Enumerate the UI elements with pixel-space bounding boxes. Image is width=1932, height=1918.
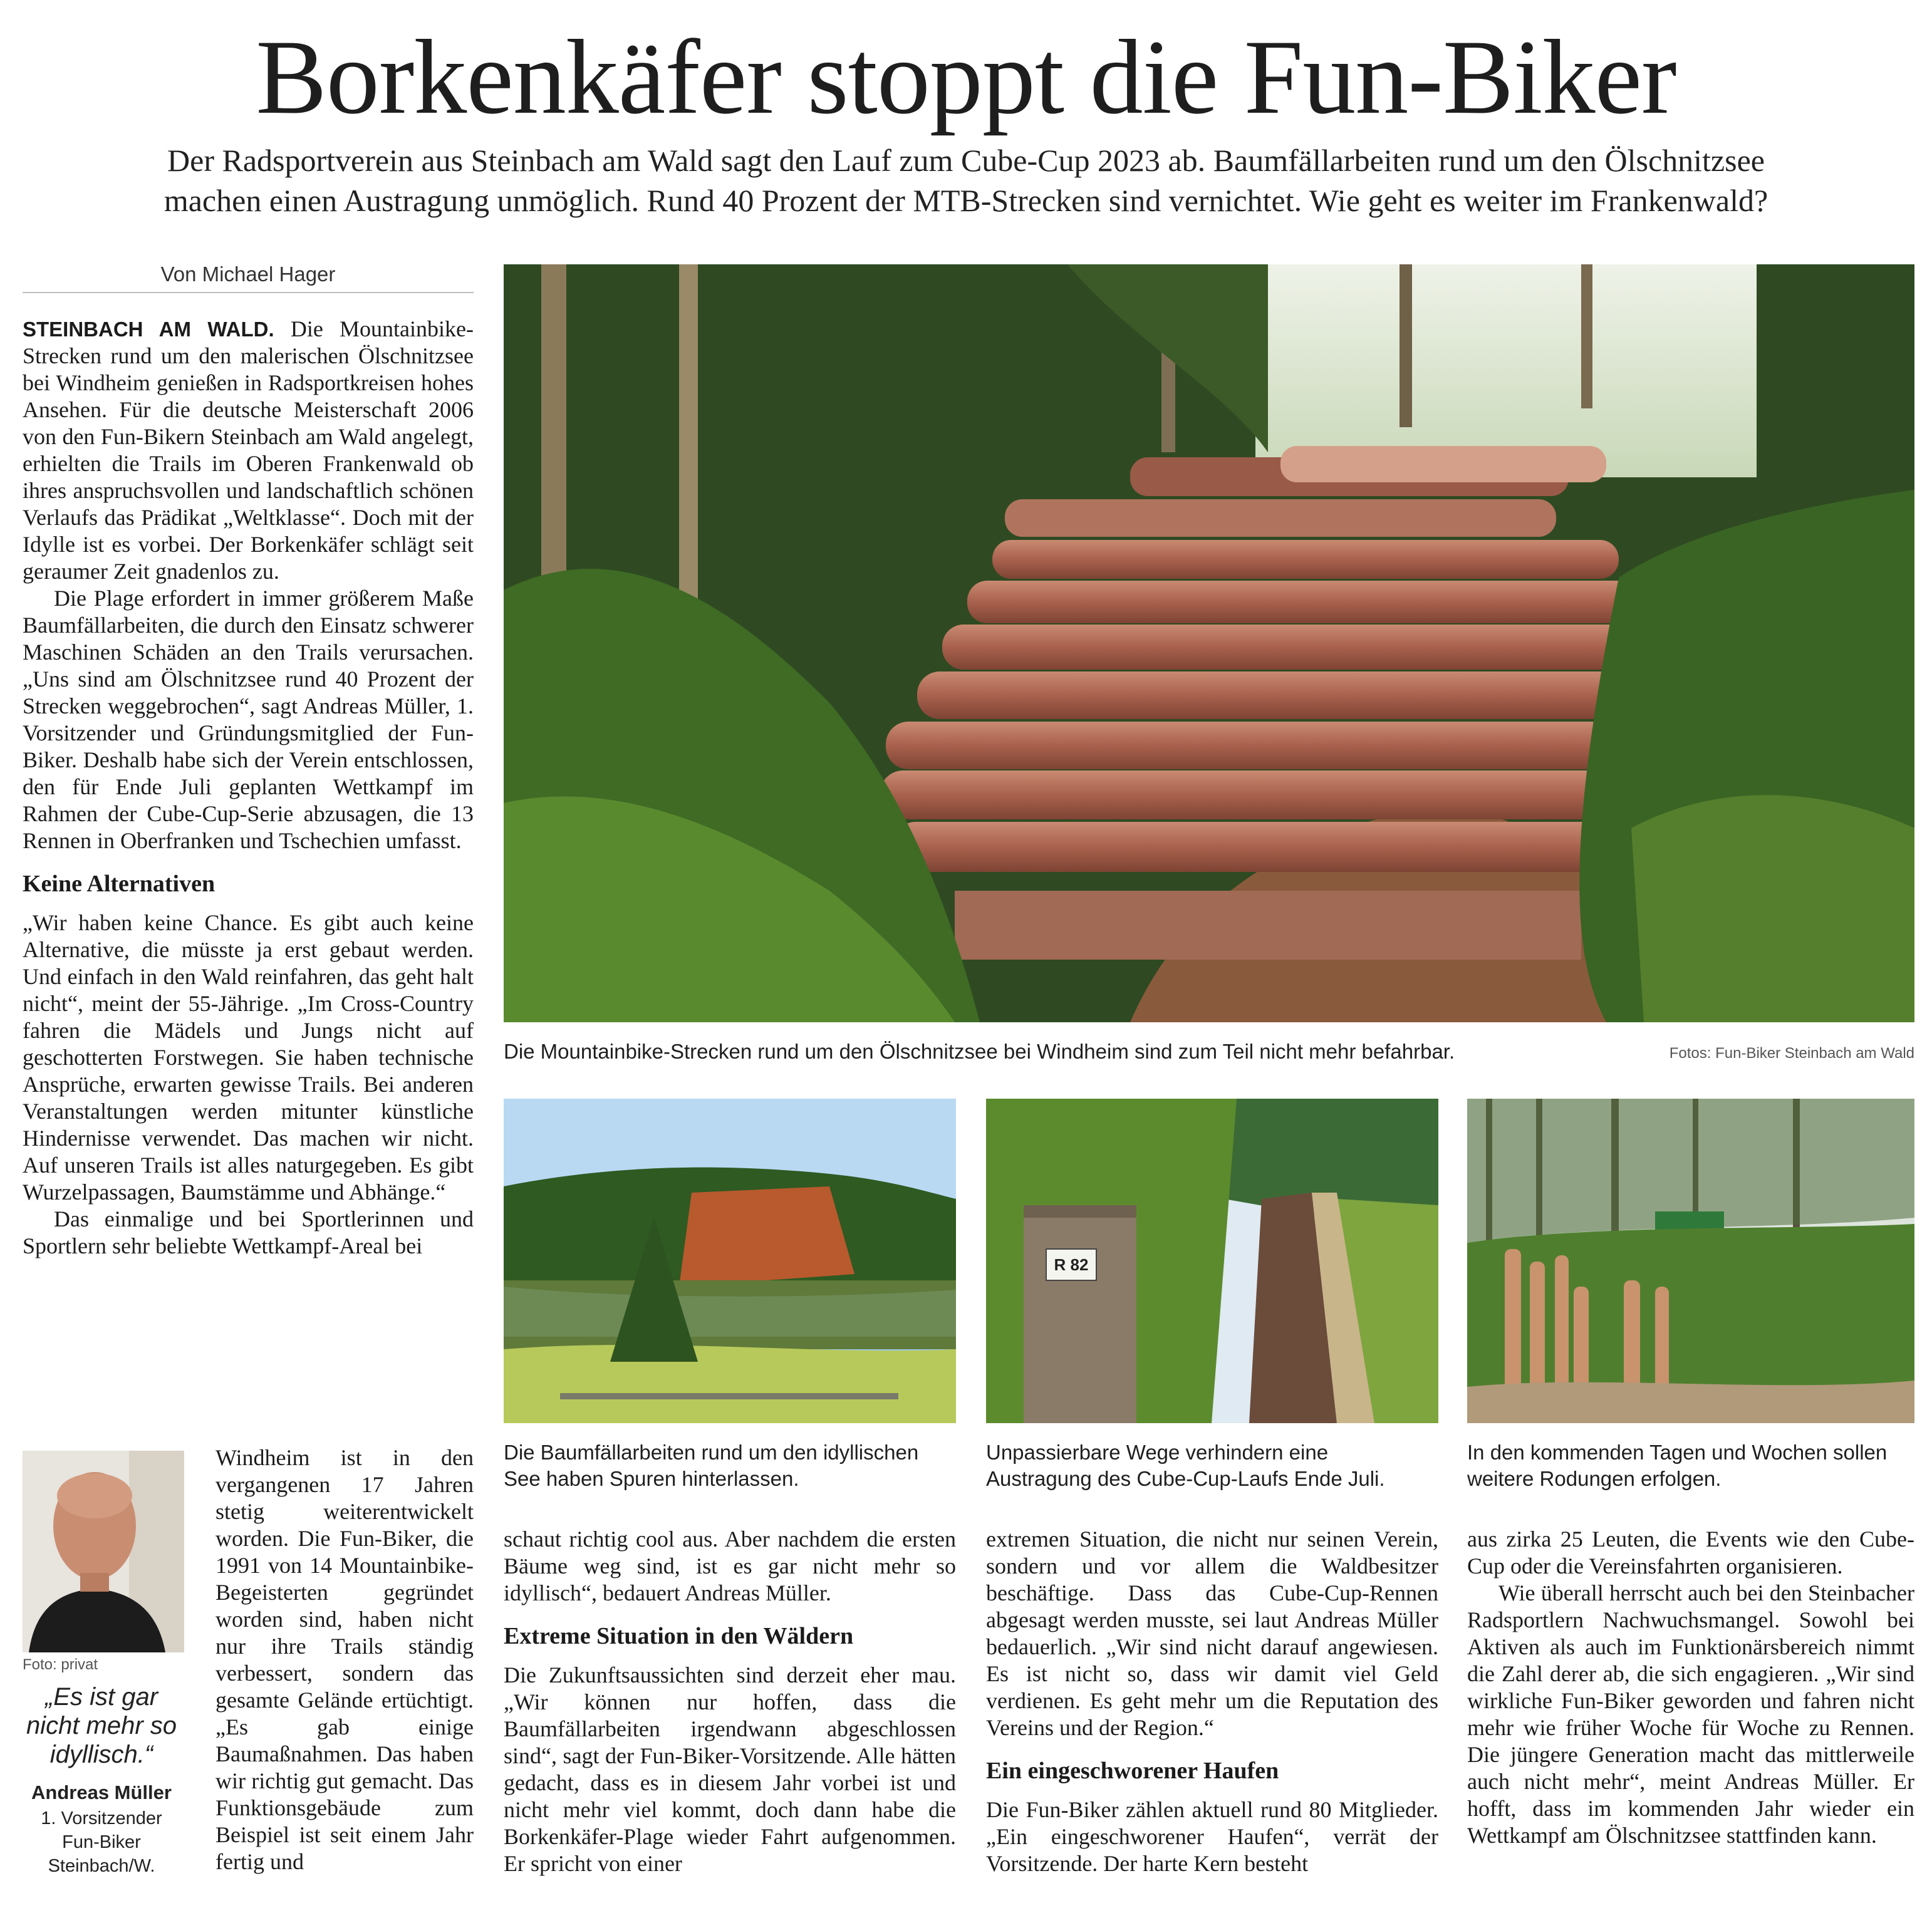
column-1 [23,316,474,1260]
column-1-continued [216,1444,474,1875]
logging-photo-caption: In den kommenden Tagen und Wochen sollen weitere Rodungen erfolgen. [1467,1441,1888,1490]
photo-credit: Fotos: Fun-Biker Steinbach am Wald [1669,1045,1914,1062]
lake-photo-caption: Die Baumfällarbeiten rund um den idyllischen See haben Spuren hinterlassen. [504,1441,919,1490]
role-line: Fun-Biker [62,1832,141,1852]
main-photo [504,264,1914,1022]
logging-photo [1467,1099,1914,1423]
role-line: 1. Vorsitzender [41,1808,162,1828]
lake-photo [504,1099,956,1423]
column-2 [504,1526,956,1877]
quote-author: Andreas Müller [31,1781,172,1803]
paragraph [23,316,474,585]
deck [75,140,1857,220]
headline: Borkenkäfer stoppt die Fun-Biker [256,18,1676,136]
paragraph: Die Zukunftsaussichten sind derzeit eher mau. „Wir können nur hoffen, dass die Baumfällarbeiten irgendwann abgeschlossen sind“, sagt der Fun-Biker-Vorsitzende. Alle hätten gedacht, dass es in diesem Jahr vorbei ist und nicht mehr viel kommt, doch dann habe die Borkenkäfer-Plage wieder Fahrt aufgenommen. Er spricht von einer [504,1662,956,1876]
dateline: STEINBACH AM WALD. [23,318,274,341]
column-3 [986,1526,1438,1877]
deck-line-1: Der Radsportverein aus Steinbach am Wald sagt den Lauf zum Cube-Cup 2023 ab. Baumfällarbeiten rund um den Ölschnitzsee [167,143,1765,178]
path-photo [986,1099,1438,1423]
trail-sign-label: R 82 [1054,1255,1089,1274]
portrait-credit: Foto: privat [23,1656,98,1673]
byline-divider [23,292,474,293]
path-photo-caption: Unpassierbare Wege verhindern eine Austragung des Cube-Cup-Laufs Ende Juli. [986,1441,1385,1490]
paragraph: Wie überall herrscht auch bei den Steinbacher Radsportlern Nachwuchsmangel. Sowohl bei Aktiven als auch im Funktionärsbereich nimmt die Zahl derer ab, die sich engagieren. „Wir sind wirkliche Fun-Biker geworden und fahren nicht mehr wie früher Woche für Woche zu Rennen. Die jüngere Generation macht das mittlerweile auch nicht mehr“, meint Andreas Müller. Er hofft, dass im kommenden Jahr wieder ein Wettkampf am Ölschnitzsee stattfinden kann. [1467,1580,1914,1848]
paragraph: Das einmalige und bei Sportlerinnen und Sportlern sehr beliebte Wettkampf-Areal bei [23,1206,474,1258]
paragraph: Die Plage erfordert in immer größerem Maße Baumfällarbeiten, die durch den Einsatz schwerer Maschinen Schäden an den Trails verursachen. „Uns sind am Ölschnitzsee rund 40 Prozent der Strecken weggebrochen“, sagt Andreas Müller, 1. Vorsitzender und Gründungsmitglied der Fun-Biker. Deshalb habe sich der Verein entschlossen, den für Ende Juli geplanten Wettkampf im Rahmen der Cube-Cup-Serie abzusagen, die 13 Rennen in Oberfranken und Tschechien umfasst. [23,586,474,853]
byline: Von Michael Hager [160,262,336,286]
portrait-photo [23,1451,184,1652]
paragraph: Die Fun-Biker zählen aktuell rund 80 Mitglieder. „Ein eingeschworener Haufen“, verrät der Vorsitzende. Der harte Kern besteht [986,1797,1438,1876]
subheading: Extreme Situation in den Wäldern [504,1623,854,1649]
paragraph: Windheim ist in den vergangenen 17 Jahren stetig weiterentwickelt worden. Die Fun-Biker, die 1991 von 14 Mountainbike-Begeisterten gegründet worden sind, haben nicht nur ihre Trails ständig verbessert, sondern das gesamte Gelände ertüchtigt. „Es gab einige Baumaßnahmen. Das haben wir richtig gut gemacht. Das Funktionsgebäude zum Beispiel ist seit einem Jahr fertig und [216,1445,474,1874]
column-4 [1467,1526,1914,1849]
deck-line-2: machen einen Austragung unmöglich. Rund 40 Prozent der MTB-Strecken sind vernichtet. Wie geht es weiter im Frankenwald? [164,183,1768,218]
quote-author-role [19,1807,184,1878]
paragraph: „Wir haben keine Chance. Es gibt auch keine Alternative, die müsste ja erst gebaut werden. Und einfach in den Wald reinfahren, das geht halt nicht“, meint der 55-Jährige. „Im Cross-Country fahren die Mädels und Jungs nicht auf geschotterten Forstwegen. Sie haben technische Ansprüche, erwarten gewisse Trails. Bei anderen Veranstaltungen werden mitunter künstliche Hindernisse verwendet. Das machen wir nicht. Auf unseren Trails ist alles naturgegeben. Es gibt Wurzelpassagen, Baumstämme und Abhänge.“ [23,910,474,1205]
paragraph-text: Die Mountainbike-Strecken rund um den malerischen Ölschnitzsee bei Windheim genießen in Radsportkreisen hohes Ansehen. Für die deutsche Meisterschaft 2006 von den Fun-Bikern Steinbach am Wald angelegt, erhielten die Trails im Oberen Frankenwald ob ihres anspruchsvollen und landschaftlich schönen Verlaufs das Prädikat „Weltklasse“. Doch mit der Idylle ist es vorbei. Der Borkenkäfer schlägt seit geraumer Zeit gnadenlos zu. [23,316,474,584]
pull-quote: „Es ist gar nicht mehr so idyllisch.“ [26,1683,177,1768]
role-line: Steinbach/W. [48,1856,155,1876]
paragraph: extremen Situation, die nicht nur seinen Verein, sondern und vor allem die Waldbesitzer beschäftige. Dass das Cube-Cup-Rennen abgesagt werden musste, sei laut Andreas Müller bedauerlich. „Wir sind nicht darauf angewiesen. Es ist nicht so, dass wir damit viel Geld verdienen. Es geht mehr um die Reputation des Vereins und der Region.“ [986,1527,1438,1740]
paragraph: aus zirka 25 Leuten, die Events wie den Cube-Cup oder die Vereinsfahrten organisieren. [1467,1527,1914,1578]
paragraph: schaut richtig cool aus. Aber nachdem die ersten Bäume weg sind, ist es gar nicht mehr so idyllisch“, bedauert Andreas Müller. [504,1527,956,1605]
main-photo-caption: Die Mountainbike-Strecken rund um den Ölschnitzsee bei Windheim sind zum Teil nicht mehr befahrbar. [504,1040,1455,1063]
subheading: Keine Alternativen [23,871,216,897]
subheading: Ein eingeschworener Haufen [986,1758,1279,1784]
